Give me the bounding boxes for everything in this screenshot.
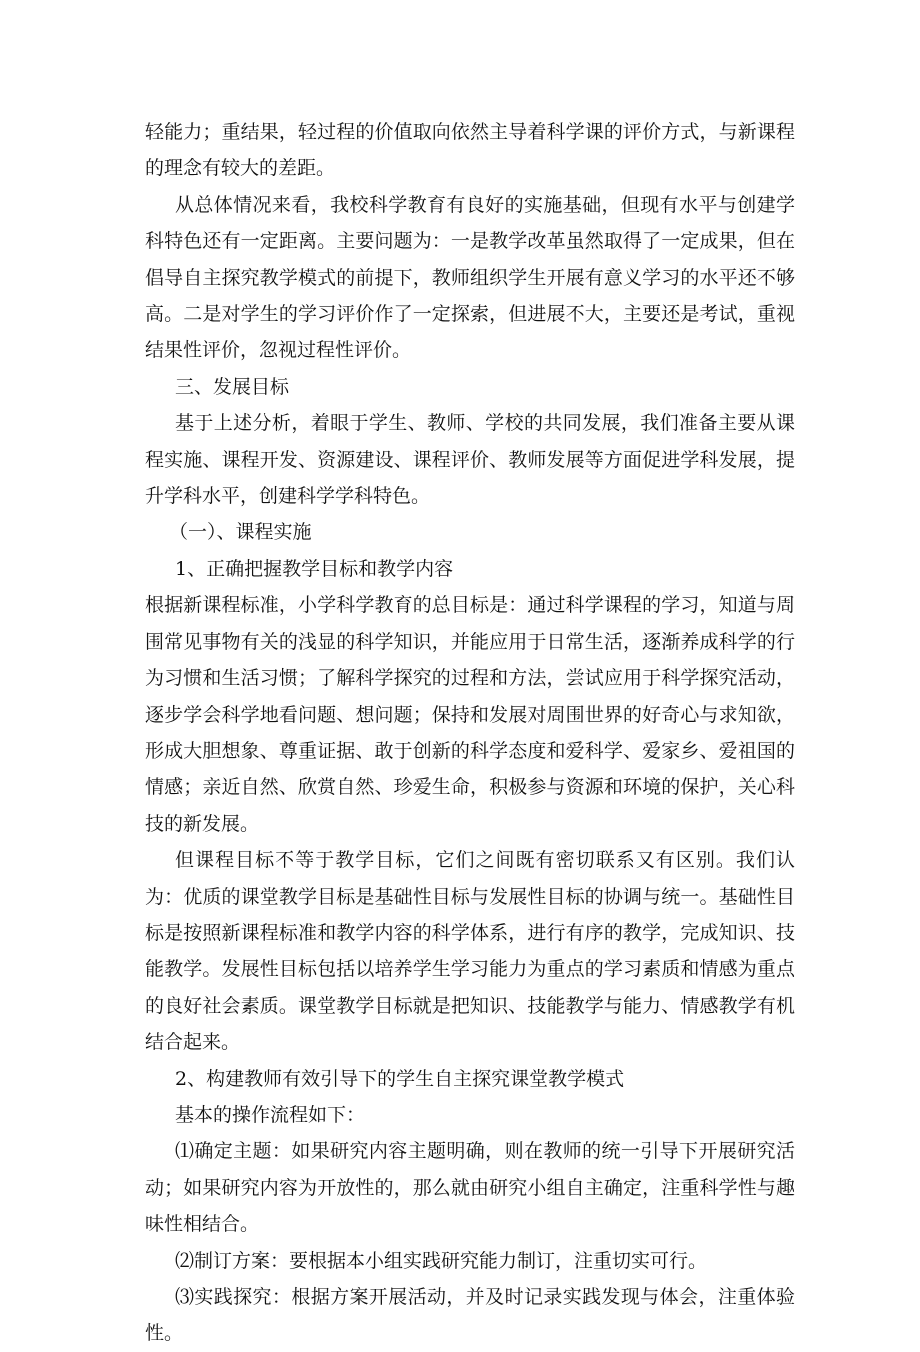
paragraph-evaluation-gap: 轻能力；重结果，轻过程的价值取向依然主导着科学课的评价方式，与新课程的理念有较大的差距。 xyxy=(145,121,795,180)
section-heading-development-goals: 三、发展目标 xyxy=(175,375,290,398)
step-practice-explore: ⑶实践探究：根据方案开展活动，并及时记录实践发现与体会，注重体验性。 xyxy=(145,1286,795,1345)
paragraph-process-intro: 基本的操作流程如下： xyxy=(175,1103,366,1126)
paragraph-curriculum-standard: 根据新课程标准，小学科学教育的总目标是：通过科学课程的学习，知道与周围常见事物有关的浅显的科学知识，并能应用于日常生活，逐渐养成科学的行为习惯和生活习惯；了解科学探究的过程和方法，尝试应用于科学探究活动，逐步学会科学地看问题、想问题；保持和发展对周围世界的好奇心与求知欲，形成大胆想象、尊重证据、敢于创新的科学态度和爱科学、爱家乡、爱祖国的情感；亲近自然、欣赏自然、珍爱生命，积极参与资源和环境的保护，关心科技的新发展。 xyxy=(145,594,795,835)
item-heading-teaching-model: 2、构建教师有效引导下的学生自主探究课堂教学模式 xyxy=(175,1067,625,1090)
step-make-plan: ⑵制订方案：要根据本小组实践研究能力制订，注重切实可行。 xyxy=(175,1249,708,1272)
paragraph-current-situation: 从总体情况来看，我校科学教育有良好的实施基础，但现有水平与创建学科特色还有一定距离。主要问题为：一是教学改革虽然取得了一定成果，但在倡导自主探究教学模式的前提下，教师组织学生开展有意义学习的水平还不够高。二是对学生的学习评价作了一定探索，但进展不大，主要还是考试，重视结果性评价，忽视过程性评价。 xyxy=(145,193,795,362)
paragraph-course-vs-teaching-goals: 但课程目标不等于教学目标，它们之间既有密切联系又有区别。我们认为：优质的课堂教学目标是基础性目标与发展性目标的协调与统一。基础性目标是按照新课程标准和教学内容的科学体系，进行有序的教学，完成知识、技能教学。发展性目标包括以培养学生学习能力为重点的学习素质和情感为重点的良好社会素质。课堂教学目标就是把知识、技能教学与能力、情感教学有机结合起来。 xyxy=(145,849,795,1054)
item-heading-teaching-goals: 1、正确把握教学目标和教学内容 xyxy=(175,557,454,580)
step-determine-topic: ⑴确定主题：如果研究内容主题明确，则在教师的统一引导下开展研究活动；如果研究内容为开放性的，那么就由研究小组自主确定，注重科学性与趣味性相结合。 xyxy=(145,1140,795,1236)
subsection-heading-course-implementation: （一）、课程实施 xyxy=(169,521,312,544)
document-body xyxy=(145,114,795,1352)
paragraph-goals-intro: 基于上述分析，着眼于学生、教师、学校的共同发展，我们准备主要从课程实施、课程开发、资源建设、课程评价、教师发展等方面促进学科发展，提升学科水平，创建科学学科特色。 xyxy=(145,412,795,508)
